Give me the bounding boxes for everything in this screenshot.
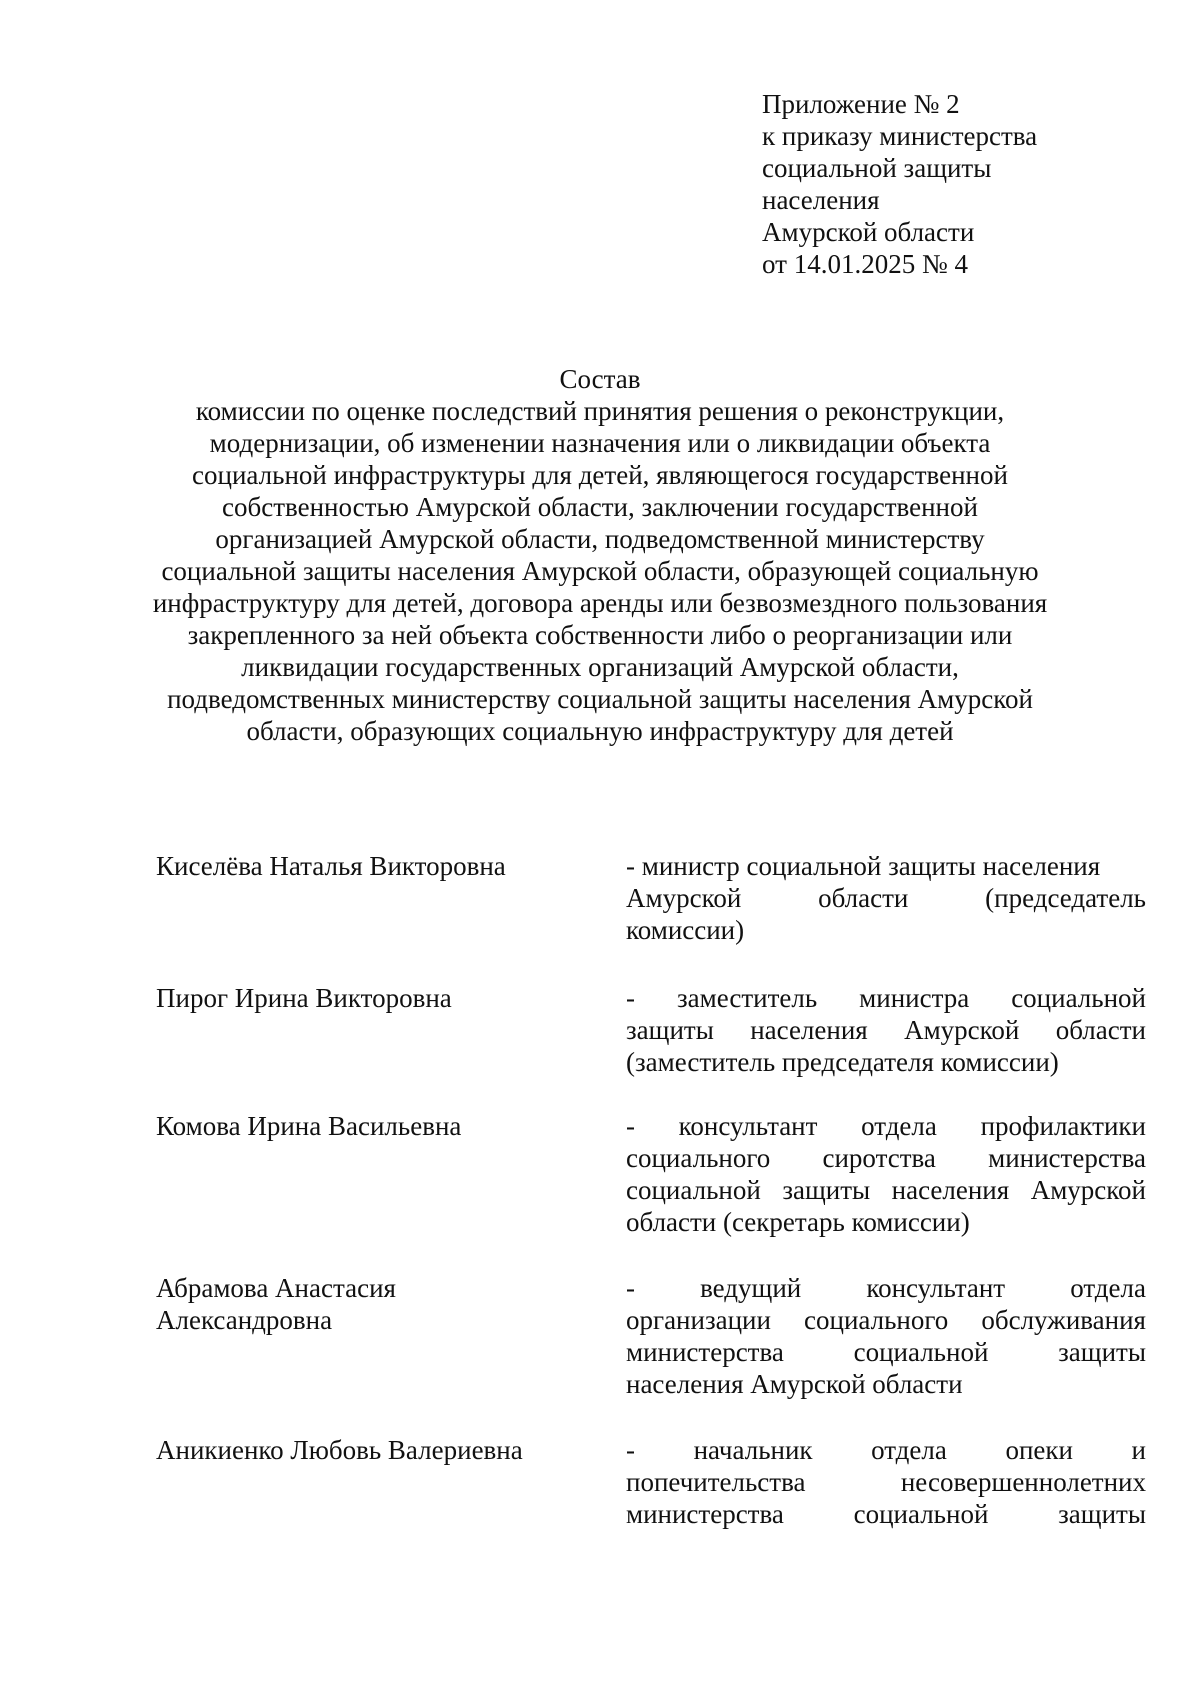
member-name	[156, 982, 596, 1014]
member-name-line: Александровна	[156, 1305, 333, 1335]
document-title: Состав	[559, 364, 641, 394]
role-line	[626, 1498, 1146, 1530]
role-line	[626, 1206, 1146, 1238]
role-line	[626, 1466, 1146, 1498]
member-name-line: Киселёва Наталья Викторовна	[156, 851, 506, 881]
subtitle-line: области, образующих социальную инфраструктуру для детей	[246, 716, 954, 746]
subtitle-line: социальной защиты населения Амурской области, образующей социальную	[161, 556, 1039, 586]
appendix-line: от 14.01.2025 № 4	[762, 249, 968, 279]
role-word: защиты	[782, 1175, 871, 1205]
role-word: (председатель	[985, 883, 1146, 913]
appendix-header	[762, 88, 1142, 280]
role-word: защиты	[626, 1015, 714, 1045]
role-line	[626, 914, 1146, 946]
member-role	[626, 1110, 1146, 1238]
document-subtitle	[140, 395, 1060, 747]
role-word: -	[626, 983, 635, 1013]
subtitle-line: организацией Амурской области, подведомственной министерству	[215, 524, 985, 554]
role-word: попечительства	[626, 1467, 806, 1497]
role-word: консультант	[678, 1111, 818, 1141]
role-word: Амурской	[626, 883, 742, 913]
role-word: отдела	[871, 1435, 947, 1465]
role-word: социального	[626, 1143, 771, 1173]
role-line	[626, 1336, 1146, 1368]
role-line	[626, 1174, 1146, 1206]
role-line	[626, 1142, 1146, 1174]
role-line	[626, 1110, 1146, 1142]
role-word: опеки	[1005, 1435, 1073, 1465]
role-word: комиссии)	[626, 915, 745, 945]
appendix-line: социальной защиты	[762, 153, 992, 183]
role-word: населения Амурской области	[626, 1369, 963, 1399]
role-word: Амурской	[904, 1015, 1020, 1045]
role-word: социального	[804, 1305, 949, 1335]
member-name-line: Комова Ирина Васильевна	[156, 1111, 462, 1141]
role-line	[626, 1272, 1146, 1304]
role-word: отдела	[861, 1111, 937, 1141]
role-line	[626, 1014, 1146, 1046]
subtitle-line: собственностью Амурской области, заключении государственной	[222, 492, 978, 522]
role-line	[626, 982, 1146, 1014]
role-word: Амурской	[1030, 1175, 1146, 1205]
role-line	[626, 1368, 1146, 1400]
member-name-line: Абрамова Анастасия	[156, 1273, 396, 1303]
subtitle-line: социальной инфраструктуры для детей, являющегося государственной	[192, 460, 1008, 490]
role-word: - министр социальной защиты населения	[626, 851, 1101, 881]
role-word: сиротства	[822, 1143, 936, 1173]
role-word: и	[1131, 1435, 1146, 1465]
role-word: отдела	[1070, 1273, 1146, 1303]
member-role	[626, 850, 1146, 946]
subtitle-line: модернизации, об изменении назначения или о ликвидации объекта	[209, 428, 991, 458]
appendix-line: к приказу министерства	[762, 121, 1038, 151]
subtitle-line: инфраструктуру для детей, договора аренды или безвозмездного пользования	[152, 588, 1048, 618]
appendix-line: Приложение № 2	[762, 89, 960, 119]
appendix-line: Амурской области	[762, 217, 975, 247]
role-word: области	[818, 883, 909, 913]
role-word: обслуживания	[981, 1305, 1146, 1335]
role-word: ведущий	[700, 1273, 802, 1303]
role-line	[626, 1046, 1146, 1078]
role-word: профилактики	[980, 1111, 1146, 1141]
member-role	[626, 1272, 1146, 1400]
member-name-line: Аникиенко Любовь Валериевна	[156, 1435, 523, 1465]
appendix-line: населения	[762, 185, 880, 215]
subtitle-line: ликвидации государственных организаций Амурской области,	[241, 652, 959, 682]
role-word: социальной	[853, 1337, 989, 1367]
role-line	[626, 1304, 1146, 1336]
member-name-line: Пирог Ирина Викторовна	[156, 983, 452, 1013]
subtitle-line: подведомственных министерству социальной защиты населения Амурской	[167, 684, 1033, 714]
role-word: начальник	[693, 1435, 813, 1465]
role-word: (заместитель председателя комиссии)	[626, 1047, 1059, 1077]
role-word: министерства	[626, 1337, 784, 1367]
role-word: социальной	[1011, 983, 1146, 1013]
role-word: заместитель	[676, 983, 818, 1013]
role-word: организации	[626, 1305, 771, 1335]
role-word: несовершеннолетних	[900, 1467, 1146, 1497]
role-word: области (секретарь комиссии)	[626, 1207, 970, 1237]
role-word: министерства	[626, 1499, 784, 1529]
role-word: -	[626, 1273, 635, 1303]
role-word: министерства	[988, 1143, 1146, 1173]
role-word: защиты	[1058, 1337, 1146, 1367]
role-line	[626, 1434, 1146, 1466]
role-word: защиты	[1058, 1499, 1146, 1529]
role-word: населения	[750, 1015, 868, 1045]
role-word: -	[626, 1111, 635, 1141]
role-line	[626, 850, 1146, 882]
role-word: консультант	[866, 1273, 1006, 1303]
member-name	[156, 1110, 596, 1142]
subtitle-line: комиссии по оценке последствий принятия решения о реконструкции,	[195, 396, 1005, 426]
member-role	[626, 1434, 1146, 1530]
member-name	[156, 1272, 596, 1336]
member-name	[156, 1434, 596, 1466]
document-title-block	[140, 363, 1060, 747]
role-word: социальной	[853, 1499, 989, 1529]
role-word: населения	[891, 1175, 1010, 1205]
role-word: социальной	[626, 1175, 761, 1205]
member-role	[626, 982, 1146, 1078]
role-line	[626, 882, 1146, 914]
role-word: -	[626, 1435, 635, 1465]
role-word: министра	[859, 983, 970, 1013]
role-word: области	[1055, 1015, 1146, 1045]
member-name	[156, 850, 596, 882]
subtitle-line: закрепленного за ней объекта собственности либо о реорганизации или	[187, 620, 1013, 650]
